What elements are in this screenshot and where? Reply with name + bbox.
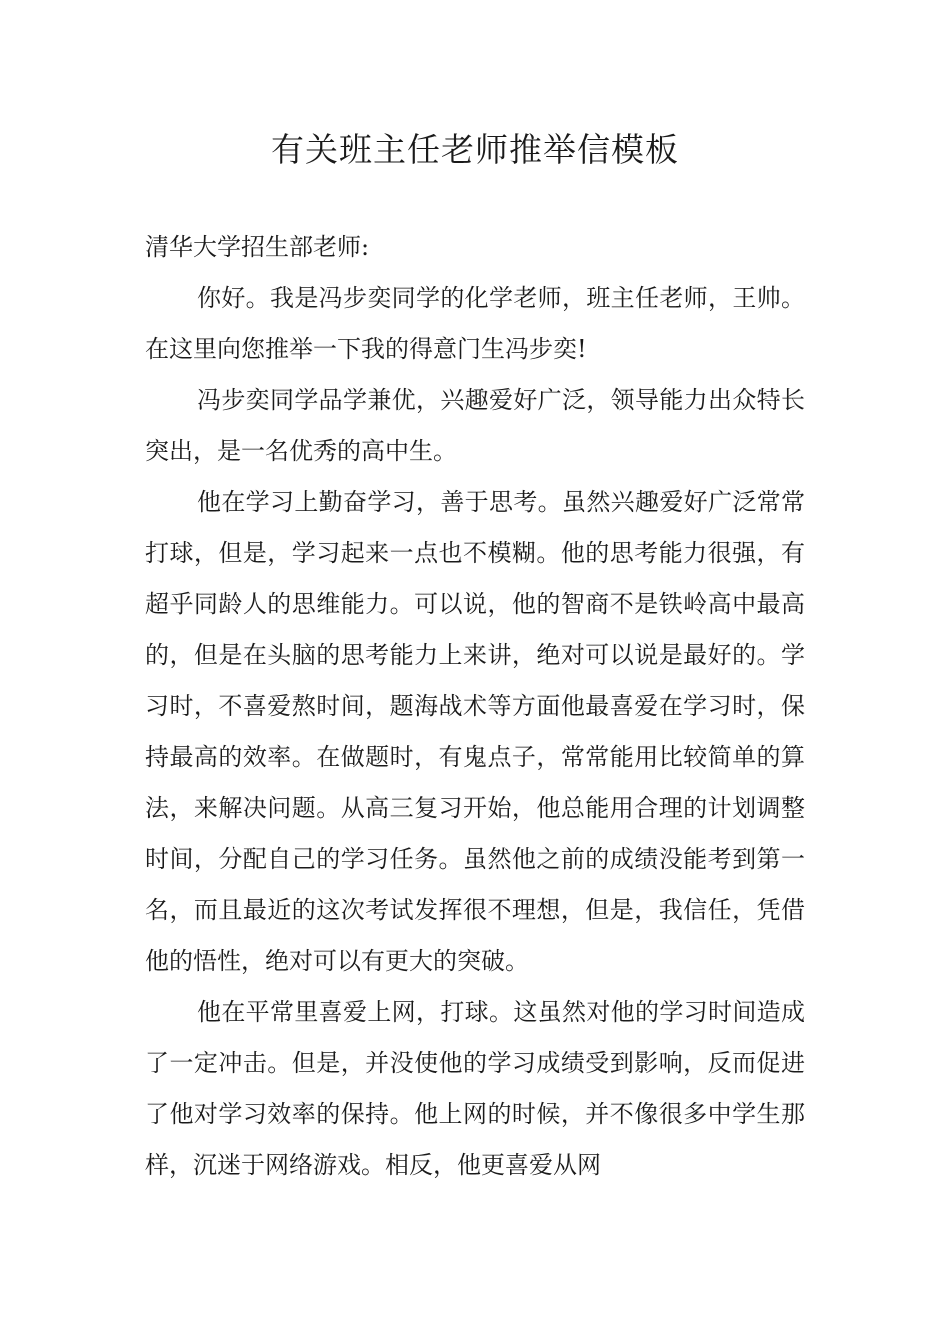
paragraph-hobbies: 他在平常里喜爱上网，打球。这虽然对他的学习时间造成了一定冲击。但是，并没使他的学习成绩受到影响，反而促进了他对学习效率的保持。他上网的时候，并不像很多中学生那样，沉迷于网络游戏。相反，他更喜爱从网	[145, 998, 805, 1179]
paragraph-study: 他在学习上勤奋学习，善于思考。虽然兴趣爱好广泛常常打球，但是，学习起来一点也不模糊。他的思考能力很强，有超乎同龄人的思维能力。可以说，他的智商不是铁岭高中最高的，但是在头脑的思考能力上来讲，绝对可以说是最好的。学习时，不喜爱熬时间，题海战术等方面他最喜爱在学习时，保持最高的效率。在做题时，有鬼点子，常常能用比较简单的算法，来解决问题。从高三复习开始，他总能用合理的计划调整时间，分配自己的学习任务。虽然他之前的成绩没能考到第一名，而且最近的这次考试发挥很不理想，但是，我信任，凭借他的悟性，绝对可以有更大的突破。	[145, 488, 805, 975]
paragraph-greeting: 你好。我是冯步奕同学的化学老师，班主任老师，王帅。在这里向您推举一下我的得意门生冯步奕!	[145, 284, 805, 363]
document-title: 有关班主任老师推举信模板	[271, 130, 679, 169]
salutation: 清华大学招生部老师:	[145, 233, 370, 261]
paragraph-summary: 冯步奕同学品学兼优，兴趣爱好广泛，领导能力出众特长突出，是一名优秀的高中生。	[145, 386, 805, 465]
letter-body	[145, 222, 805, 1191]
